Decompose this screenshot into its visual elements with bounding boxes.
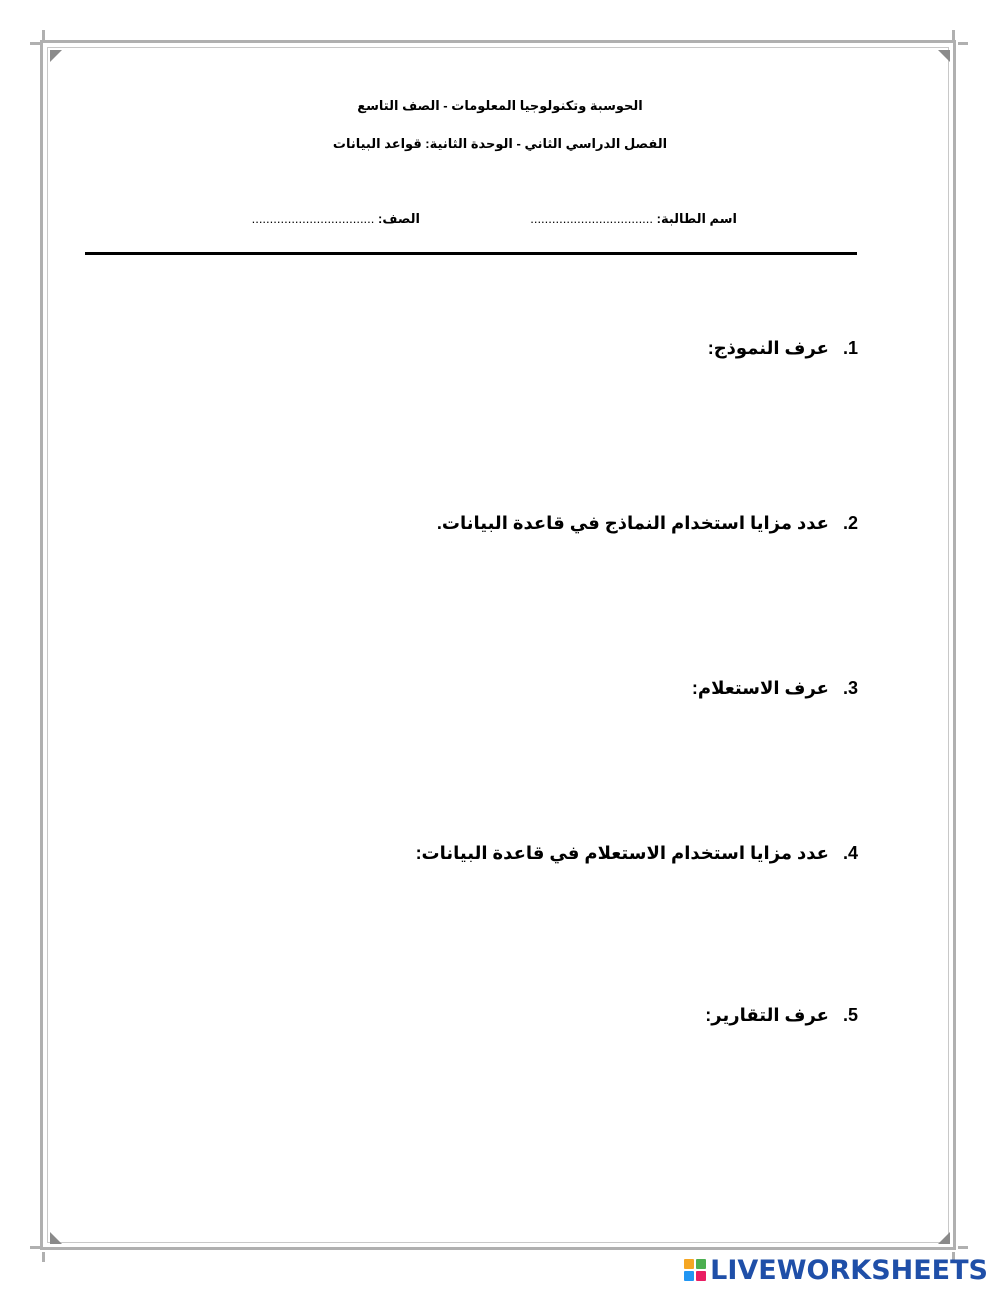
class-label: الصف: <box>378 211 420 226</box>
question-4 <box>416 843 858 864</box>
logo-square <box>684 1271 694 1281</box>
question-3 <box>692 678 858 699</box>
corner-ornament-bottom-right <box>938 1232 950 1244</box>
class-field <box>252 211 420 227</box>
liveworksheets-logo-icon <box>684 1259 706 1281</box>
question-2 <box>437 513 858 534</box>
logo-square <box>696 1271 706 1281</box>
border-tick <box>30 1246 40 1249</box>
border-tick <box>42 30 45 40</box>
student-name-label: اسم الطالبة: <box>656 211 737 226</box>
question-text: عرف النموذج: <box>707 338 829 358</box>
border-tick <box>952 30 955 40</box>
question-text: عرف التقارير: <box>705 1005 829 1025</box>
student-name-field <box>530 211 737 227</box>
page-border-inner <box>47 47 949 1243</box>
question-number: 5. <box>842 1005 858 1025</box>
question-number: 4. <box>842 843 858 863</box>
question-text: عرف الاستعلام: <box>691 678 829 698</box>
question-1 <box>708 338 858 359</box>
logo-square <box>696 1259 706 1269</box>
liveworksheets-brand <box>684 1254 988 1286</box>
worksheet-unit-title: الفصل الدراسي الثاني - الوحدة الثانية: قواعد البيانات <box>332 136 668 151</box>
student-name-blank[interactable]: .................................. <box>530 211 654 226</box>
border-tick <box>958 42 968 45</box>
question-number: 1. <box>842 338 858 358</box>
question-text: عدد مزايا استخدام النماذج في قاعدة البيانات. <box>436 513 829 533</box>
question-5 <box>705 1005 858 1026</box>
worksheet-subject-title: الحوسبة وتكنولوجيا المعلومات - الصف التاسع <box>357 98 643 113</box>
border-tick <box>30 42 40 45</box>
question-text: عدد مزايا استخدام الاستعلام في قاعدة البيانات: <box>415 843 829 863</box>
border-tick <box>42 1252 45 1262</box>
class-blank[interactable]: .................................. <box>251 211 375 226</box>
corner-ornament-bottom-left <box>50 1232 62 1244</box>
logo-square <box>684 1259 694 1269</box>
liveworksheets-wordmark: LIVEWORKSHEETS <box>710 1254 988 1286</box>
question-number: 3. <box>842 678 858 698</box>
corner-ornament-top-left <box>50 50 62 62</box>
border-tick <box>958 1246 968 1249</box>
question-number: 2. <box>842 513 858 533</box>
corner-ornament-top-right <box>938 50 950 62</box>
header-divider <box>85 252 857 255</box>
